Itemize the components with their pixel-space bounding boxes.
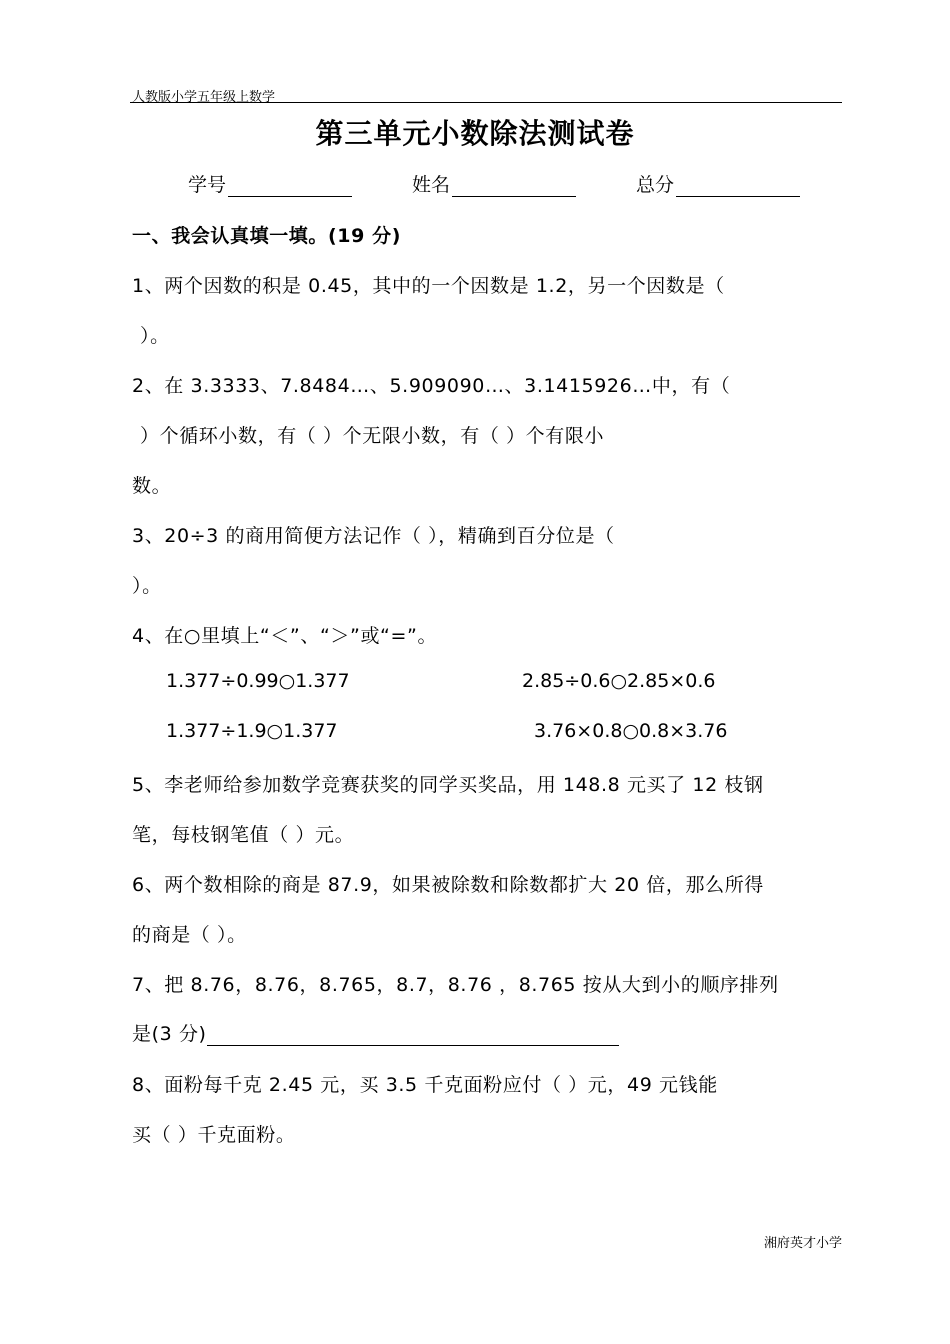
- question-6-line-1: 6、两个数相除的商是 87.9，如果被除数和除数都扩大 20 倍，那么所得: [132, 874, 764, 896]
- student-number-blank[interactable]: [228, 176, 352, 197]
- page-footer: 湘府英才小学: [763, 1236, 842, 1251]
- total-score-label: 总分: [636, 174, 675, 196]
- comparison-item: 3.76×0.8○0.8×3.76: [534, 720, 728, 742]
- comparison-item: 1.377÷1.9○1.377: [166, 720, 338, 742]
- question-8-line-2: 买（ ）千克面粉。: [132, 1124, 296, 1146]
- question-8-line-1: 8、面粉每千克 2.45 元，买 3.5 千克面粉应付（ ）元，49 元钱能: [132, 1074, 718, 1096]
- name-blank[interactable]: [452, 176, 576, 197]
- question-5-line-1: 5、李老师给参加数学竞赛获奖的同学买奖品，用 148.8 元买了 12 枝钢: [132, 774, 764, 796]
- question-4-line-1: 4、在○里填上“＜”、“＞”或“=”。: [132, 625, 438, 647]
- header-rule: [130, 102, 842, 103]
- question-6-line-2: 的商是（ ）。: [132, 924, 247, 946]
- question-2-line-1: 2、在 3.3333、7.8484…、5.909090…、3.1415926…中，有（: [132, 375, 731, 397]
- page-title: 第三单元小数除法测试卷: [315, 117, 635, 150]
- student-number-label: 学号: [188, 174, 227, 196]
- question-7-line-1: 7、把 8.76，8.76，8.765，8.7，8.76 ，8.765 按从大到小的顺序排列: [132, 974, 779, 996]
- comparison-item: 1.377÷0.99○1.377: [166, 670, 350, 692]
- question-5-line-2: 笔，每枝钢笔值（ ）元。: [132, 824, 355, 846]
- question-2-line-3: 数。: [132, 475, 172, 497]
- question-1-line-2: ）。: [140, 325, 170, 347]
- student-number-field: [188, 170, 352, 197]
- question-7-answer-line[interactable]: [207, 1025, 619, 1046]
- name-label: 姓名: [412, 174, 451, 196]
- question-1-line-1: 1、两个因数的积是 0.45，其中的一个因数是 1.2，另一个因数是（: [132, 275, 725, 297]
- page-header: 人教版小学五年级上数学: [132, 90, 276, 105]
- total-score-blank[interactable]: [676, 176, 800, 197]
- total-score-field: [636, 170, 800, 197]
- question-7-line-2: [132, 1019, 619, 1046]
- section-heading: 一、我会认真填一填。(19 分): [132, 225, 402, 247]
- question-2-line-2: ）个循环小数，有（ ）个无限小数，有（ ）个有限小: [140, 425, 605, 447]
- question-3-line-2: ）。: [132, 575, 162, 597]
- name-field: [412, 170, 576, 197]
- comparison-item: 2.85÷0.6○2.85×0.6: [522, 670, 716, 692]
- question-3-line-1: 3、20÷3 的商用简便方法记作（ ），精确到百分位是（: [132, 525, 615, 547]
- question-7-prefix: 是(3 分): [132, 1023, 207, 1045]
